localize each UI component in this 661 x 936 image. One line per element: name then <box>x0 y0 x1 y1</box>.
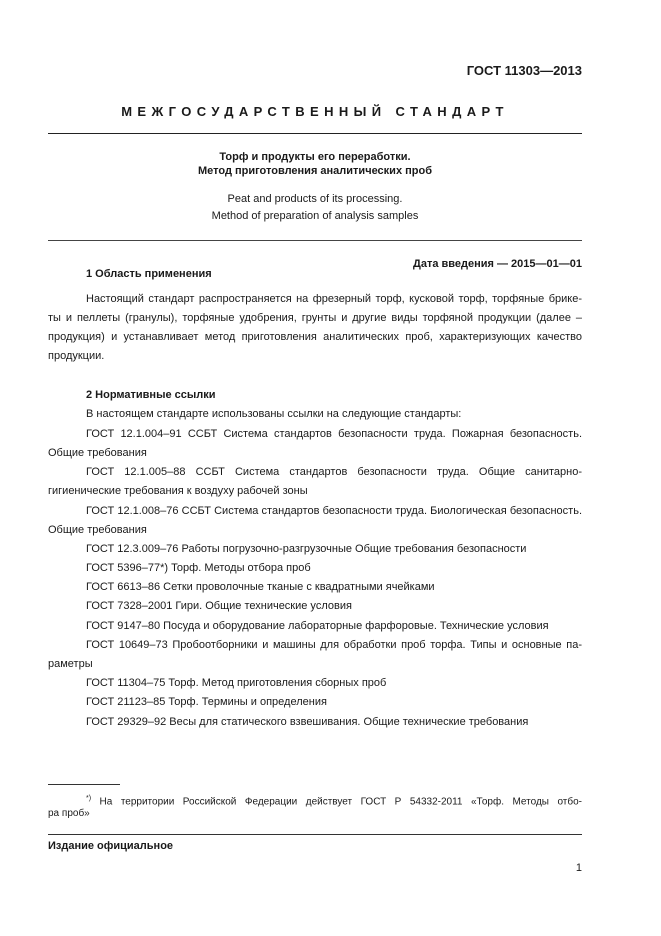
reference-line: Общие требования <box>48 447 147 459</box>
section-1-heading: 1 Область применения <box>86 268 212 280</box>
reference-line: ГОСТ 6613–86 Сетки проволочные тканые с квадратными ячейками <box>86 581 435 593</box>
reference-line: ГОСТ 5396–77*) Торф. Методы отбора проб <box>86 562 311 574</box>
title-ru-line1: Торф и продукты его переработки. <box>219 151 411 163</box>
section-1-line: продукция) и устанавливает метод приготовления аналитических проб, характеризующих качество <box>48 331 582 343</box>
edition-label: Издание официальное <box>48 840 174 852</box>
footnote-line2: ра проб» <box>48 808 90 819</box>
footnote-marker: *) <box>86 795 92 802</box>
reference-line: ГОСТ 11304–75 Торф. Метод приготовления сборных проб <box>86 677 387 689</box>
title-ru-line2: Метод приготовления аналитических проб <box>198 165 432 177</box>
section-1-line: продукции. <box>48 350 105 362</box>
reference-line: ГОСТ 9147–80 Посуда и оборудование лабораторные фарфоровые. Технические условия <box>86 620 549 632</box>
title-en-line2: Method of preparation of analysis samples <box>211 210 419 222</box>
edition-divider <box>48 834 582 835</box>
footnote-text: На территории Российской Федерации действует ГОСТ Р 54332-2011 «Торф. Методы отбо- <box>99 796 582 808</box>
reference-line: ГОСТ 7328–2001 Гири. Общие технические условия <box>86 600 352 612</box>
reference-line: ГОСТ 21123–85 Торф. Термины и определения <box>86 696 327 708</box>
reference-line: раметры <box>48 658 93 670</box>
title-divider <box>48 240 582 241</box>
section-1-line: ты и пеллеты (гранулы), торфяные удобрения, грунты и другие виды торфяной продукции (далее – <box>48 312 582 324</box>
reference-line: ГОСТ 10649–73 Пробоотборники и машины для обработки проб торфа. Типы и основные па- <box>86 639 582 651</box>
reference-line: ГОСТ 12.1.005–88 ССБТ Система стандартов безопасности труда. Общие санитарно- <box>86 466 582 478</box>
section-1-line: Настоящий стандарт распространяется на фрезерный торф, кусковой торф, торфяные брике- <box>86 293 582 305</box>
reference-line: Общие требования <box>48 524 147 536</box>
section-2-intro: В настоящем стандарте использованы ссылки на следующие стандарты: <box>86 408 462 420</box>
reference-line: ГОСТ 12.3.009–76 Работы погрузочно-разгрузочные Общие требования безопасности <box>86 543 527 555</box>
standard-code: ГОСТ 11303—2013 <box>466 63 582 78</box>
footnote-divider <box>48 784 120 785</box>
title-en-line1: Peat and products of its processing. <box>227 193 403 205</box>
section-2-heading: 2 Нормативные ссылки <box>86 389 216 401</box>
reference-line: ГОСТ 12.1.008–76 ССБТ Система стандартов безопасности труда. Биологическая безопасность. <box>86 505 582 517</box>
introduction-date: Дата введения — 2015—01—01 <box>413 258 582 270</box>
reference-line: гигиенические требования к воздуху рабочей зоны <box>48 485 308 497</box>
reference-line: ГОСТ 12.1.004–91 ССБТ Система стандартов безопасности труда. Пожарная безопасность. <box>86 428 582 440</box>
reference-line: ГОСТ 29329–92 Весы для статического взвешивания. Общие технические требования <box>86 716 529 728</box>
interstate-standard-label: МЕЖГОСУДАРСТВЕННЫЙ СТАНДАРТ <box>121 104 509 119</box>
header-divider <box>48 133 582 134</box>
page-number: 1 <box>575 862 582 874</box>
